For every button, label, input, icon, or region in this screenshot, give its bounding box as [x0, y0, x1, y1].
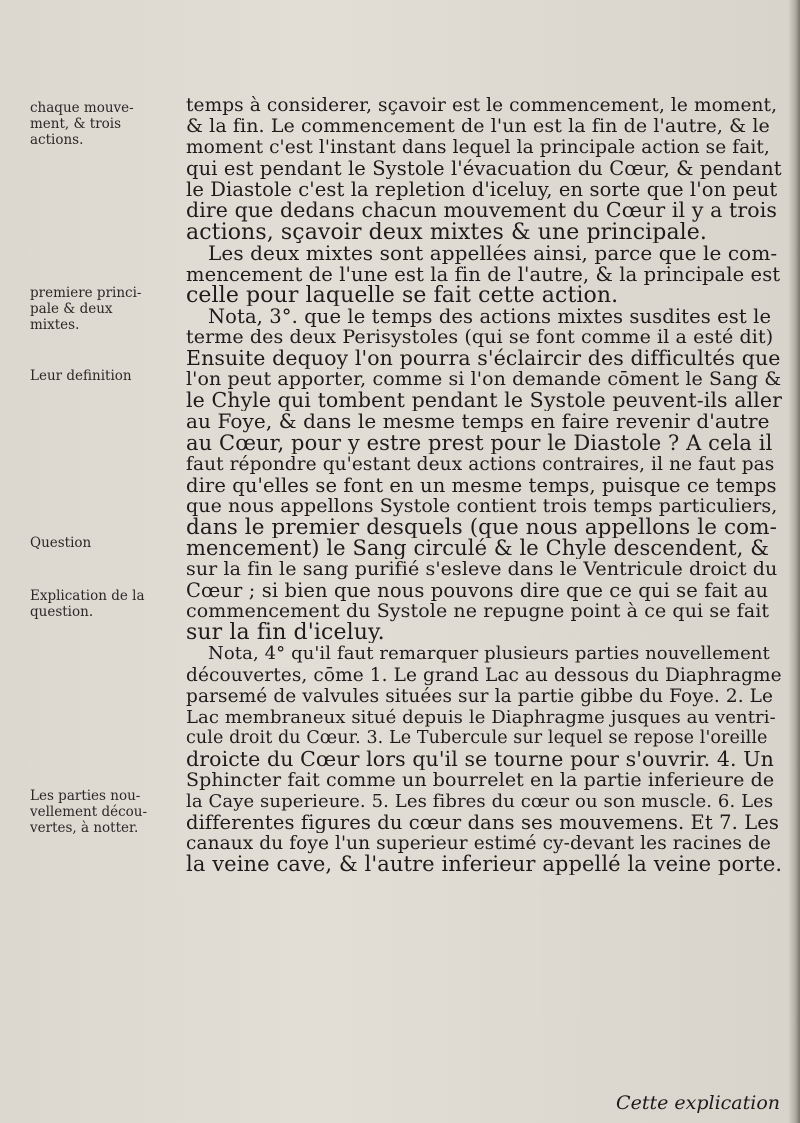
text-line: au Foye, & dans le mesme temps en faire revenir d'autre — [186, 411, 770, 433]
text-line: celle pour laquelle se fait cette action. — [186, 284, 619, 306]
text-line: sur la fin d'iceluy. — [186, 622, 385, 644]
text-line: la veine cave, & l'autre inferieur appellé la veine porte. — [186, 854, 782, 876]
text-line: Nota, 3°. que le temps des actions mixtes susdites est le — [208, 305, 772, 328]
body-text — [186, 95, 782, 875]
text-line: que nous appellons Systole contient trois temps particuliers, — [186, 495, 778, 517]
margin-note: Question — [30, 535, 92, 551]
text-line: droicte du Cœur lors qu'il se tourne pour s'ouvrir. 4. Un — [186, 748, 774, 770]
text-line: faut répondre qu'estant deux actions contraires, il ne faut pas — [186, 453, 775, 475]
text-line: sur la fin le sang purifié s'esleve dans le Ventricule droict du — [186, 559, 778, 581]
text-line: mencement de l'une est la fin de l'autre, & la principale est — [186, 263, 781, 285]
text-line: la Caye superieure. 5. Les fibres du cœur ou son muscle. 6. Les — [186, 791, 774, 813]
text-line: temps à considerer, sçavoir est le commencement, le moment, — [186, 95, 778, 116]
text-line: qui est pendant le Systole l'évacuation du Cœur, & pendant — [186, 158, 782, 180]
text-line: canaux du foye l'un superieur estimé cy-devant les racines de — [186, 833, 771, 855]
text-line: le Diastole c'est la repletion d'iceluy, en sorte que l'on peut — [186, 179, 778, 201]
text-line: Sphincter fait comme un bourrelet en la partie inferieure de — [186, 770, 775, 791]
text-line: commencement du Systole ne repugne point à ce qui se fait — [186, 601, 770, 623]
text-line: actions, sçavoir deux mixtes & une principale. — [186, 221, 708, 243]
text-line: & la fin. Le commencement de l'un est la fin de l'autre, & le — [186, 116, 770, 138]
text-line: au Cœur, pour y estre prest pour le Diastole ? A cela il — [186, 432, 773, 454]
text-line: Cœur ; si bien que nous pouvons dire que ce qui se fait au — [186, 580, 769, 602]
text-line: l'on peut apporter, comme si l'on demande cōment le Sang & — [186, 369, 782, 391]
text-line: Lac membraneux situé depuis le Diaphragme jusques au ventri- — [186, 706, 776, 728]
text-line: découvertes, cōme 1. Le grand Lac au dessous du Diaphragme — [186, 664, 782, 686]
text-line: parsemé de valvules situées sur la partie gibbe du Foye. 2. Le — [186, 685, 774, 707]
text-line: le Chyle qui tombent pendant le Systole peuvent-ils aller — [186, 390, 782, 412]
margin-note: premiere princi- pale & deux mixtes. — [30, 285, 142, 333]
margin-note: Leur definition — [30, 368, 132, 384]
text-line: differentes figures du cœur dans ses mouvemens. Et 7. Les — [186, 812, 780, 834]
page-edge-shadow — [788, 0, 800, 1123]
margin-note: Les parties nou- vellement décou- vertes, à notter. — [30, 788, 148, 836]
text-line: Les deux mixtes sont appellées ainsi, parce que le com- — [208, 242, 778, 264]
text-line: terme des deux Perisystoles (qui se font comme il a esté dit) — [186, 327, 774, 349]
text-line: dire que dedans chacun mouvement du Cœur il y a trois — [186, 200, 778, 222]
text-line: Nota, 4° qu'il faut remarquer plusieurs parties nouvellement — [208, 643, 770, 665]
margin-note: chaque mouve- ment, & trois actions. — [30, 100, 134, 148]
text-line: cule droit du Cœur. 3. Le Tubercule sur lequel se repose l'oreille — [186, 727, 768, 748]
text-line: mencement) le Sang circulé & le Chyle descendent, & — [186, 537, 770, 560]
text-line: dire qu'elles se font en un mesme temps, puisque ce temps — [186, 474, 777, 496]
text-line: moment c'est l'instant dans lequel la principale action se fait, — [186, 137, 770, 159]
catchword: Cette explication — [616, 1092, 780, 1114]
text-line: dans le premier desquels (que nous appellons le com- — [186, 516, 778, 538]
text-line: Ensuite dequoy l'on pourra s'éclaircir des difficultés que — [186, 348, 781, 370]
margin-note: Explication de la question. — [30, 588, 145, 620]
